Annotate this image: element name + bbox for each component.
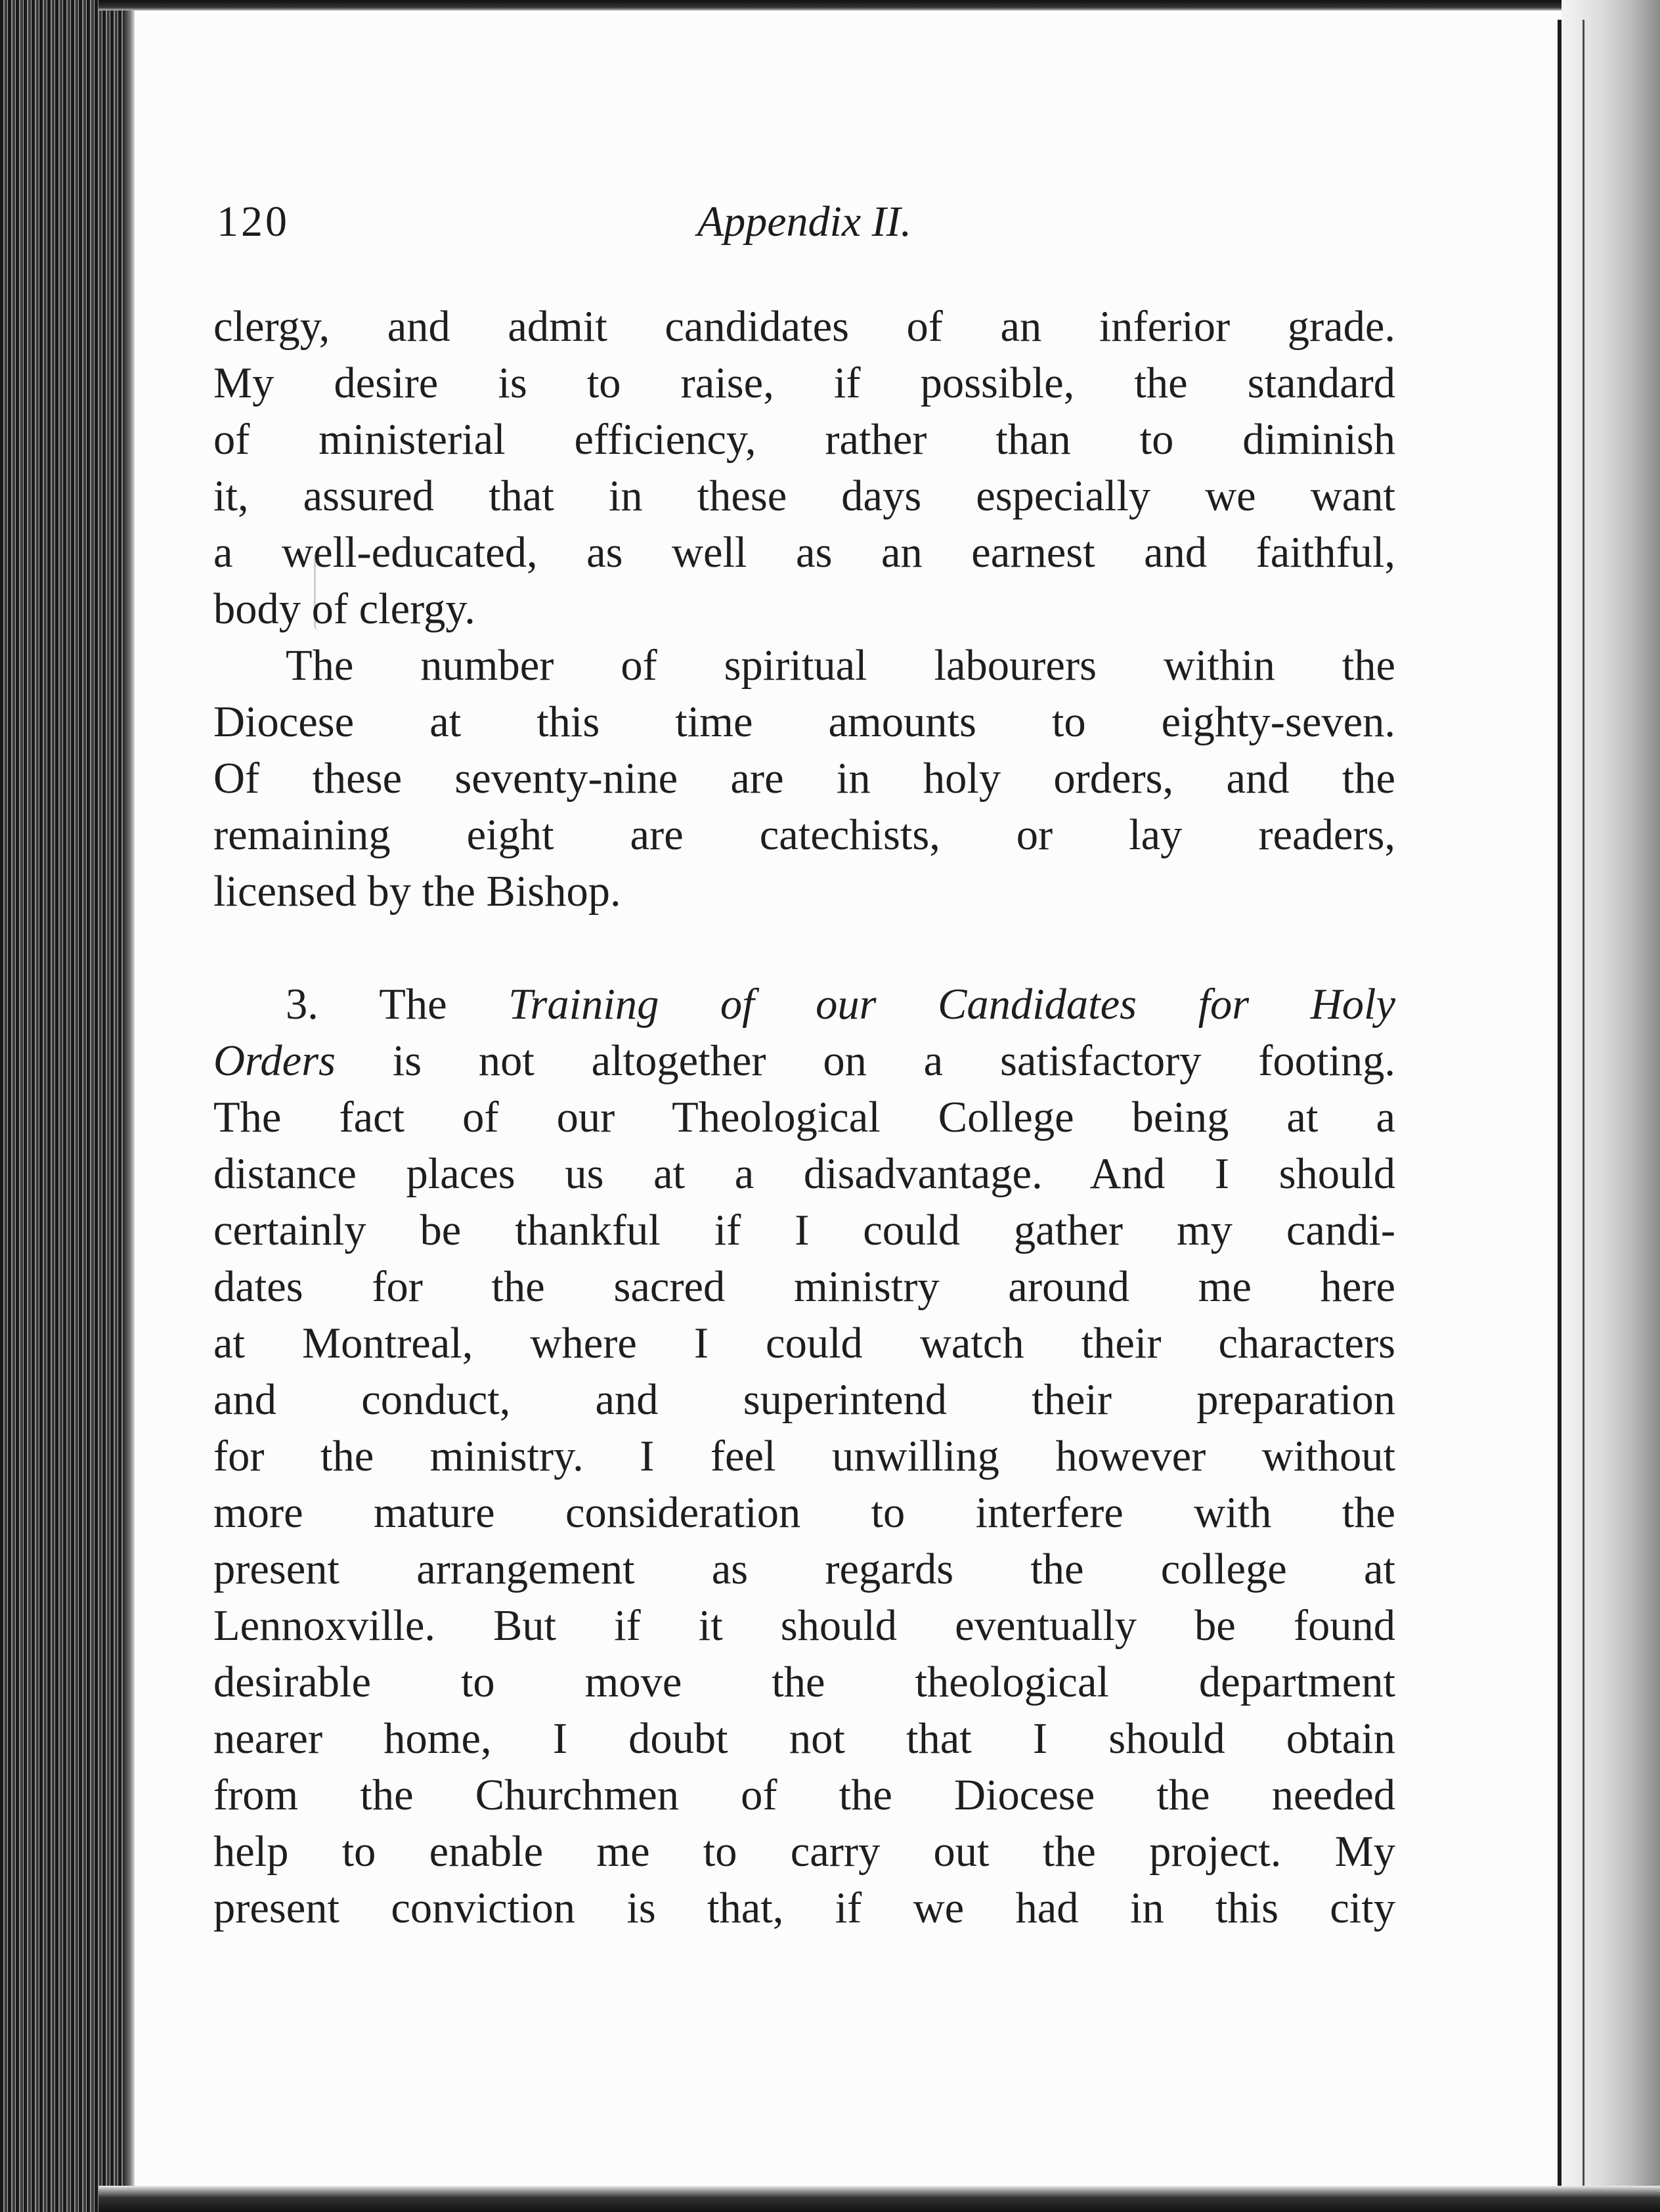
text-line: and conduct, and superintend their preparation [213,1376,1395,1424]
italic-heading-end: Orders [213,1037,336,1085]
text-line: My desire is to raise, if possible, the standard [213,359,1395,407]
text-line: distance places us at a disadvantage. And I should [213,1150,1395,1198]
text-line: from the Churchmen of the Diocese the needed [213,1771,1395,1819]
text-line: nearer home, I doubt not that I should obtain [213,1715,1395,1763]
text-line: Lennoxville. But if it should eventually be found [213,1602,1395,1650]
body-text [213,299,1395,1937]
page-number: 120 [217,198,290,246]
text-line: certainly be thankful if I could gather my candi- [213,1206,1395,1254]
text-line: present conviction is that, if we had in this city [213,1884,1395,1932]
book-spine-edge [0,0,135,2212]
text-run: is not altogether on a satisfactory footing. [335,1037,1395,1085]
text-line: Diocese at this time amounts to eighty-seven. [213,698,1395,746]
text-line: Of these seventy-nine are in holy orders, and the [213,755,1395,803]
section-gap [213,920,1395,977]
text-line: clergy, and admit candidates of an inferior grade. [213,303,1395,351]
section-prefix: 3. The [286,981,509,1029]
text-line: body of clergy. [213,585,475,633]
paragraph-1 [213,299,1395,638]
text-line: dates for the sacred ministry around me here [213,1263,1395,1311]
text-line: The number of spiritual labourers within the [286,642,1395,690]
text-line: present arrangement as regards the college at [213,1545,1395,1593]
text-line: for the ministry. I feel unwilling however without [213,1432,1395,1480]
paragraph-2 [213,638,1395,920]
text-line: a well-educated, as well as an earnest and faithful, [213,529,1395,577]
right-border-line [1558,20,1562,2187]
text-line: help to enable me to carry out the project. My [213,1828,1395,1876]
paragraph-3 [213,977,1395,1937]
text-line: licensed by the Bishop. [213,868,621,916]
right-margin-shadow [1562,0,1660,2212]
text-line: remaining eight are catechists, or lay readers, [213,811,1395,859]
text-line: at Montreal, where I could watch their characters [213,1319,1395,1367]
bottom-border [98,2186,1660,2212]
text-line: The fact of our Theological College being at a [213,1094,1395,1141]
text-line: desirable to move the theological department [213,1658,1395,1706]
text-line [213,1033,1395,1090]
page-header [217,197,1392,269]
right-border-line-thin [1583,20,1584,2187]
running-head: Appendix II. [697,198,912,246]
top-border [98,0,1660,11]
text-line: it, assured that in these days especially we want [213,472,1395,520]
italic-heading: Training of our Candidates for Holy [508,981,1396,1029]
text-line-section-start [213,977,1395,1033]
text-line: of ministerial efficiency, rather than to diminish [213,416,1395,464]
text-line: more mature consideration to interfere with the [213,1489,1395,1537]
